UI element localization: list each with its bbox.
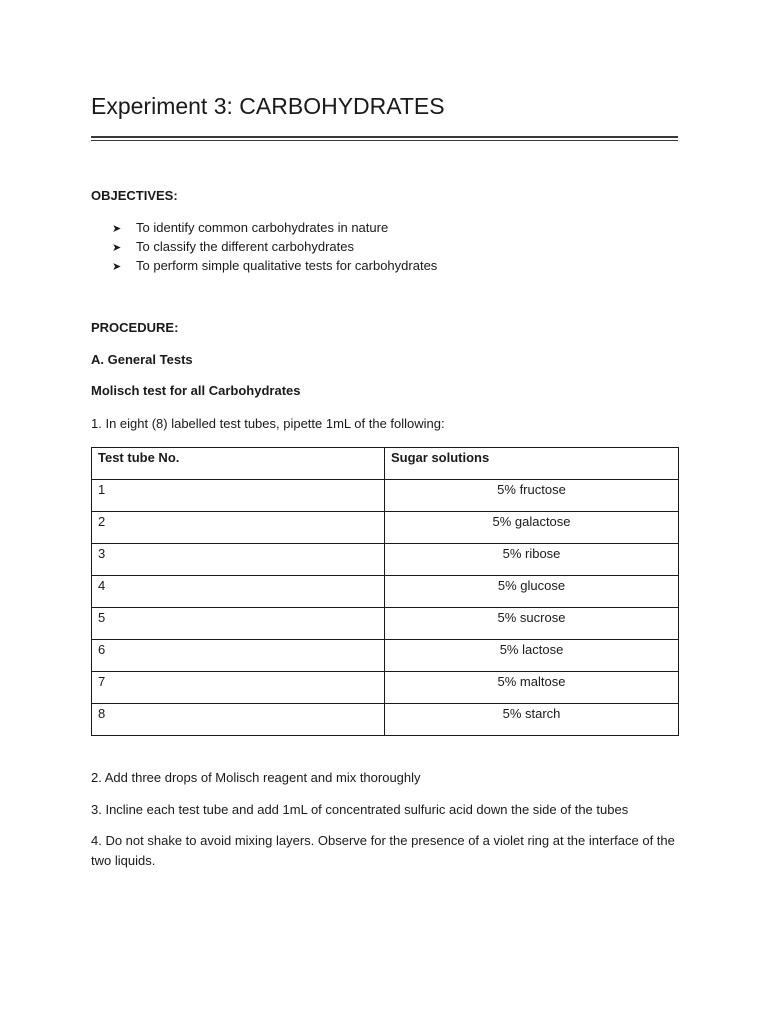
- procedure-step-3: 3. Incline each test tube and add 1mL of concentrated sulfuric acid down the side of the tubes: [91, 802, 629, 817]
- arrowhead-bullet-icon: ➤: [112, 261, 122, 273]
- procedure-step-4: 4. Do not shake to avoid mixing layers. Observe for the presence of a violet ring at the interface of the two liquids.: [91, 833, 675, 868]
- procedure-heading: PROCEDURE:: [91, 320, 179, 335]
- sugar-solution-cell: 5% lactose: [385, 640, 679, 672]
- objective-item: [112, 218, 437, 237]
- tube-number-cell: 4: [92, 576, 385, 608]
- title-divider: [91, 136, 678, 138]
- sugar-solutions-table: [91, 447, 679, 736]
- test-name-heading: Molisch test for all Carbohydrates: [91, 383, 301, 398]
- column-header-tube-no: Test tube No.: [92, 448, 385, 480]
- sugar-solution-cell: 5% glucose: [385, 576, 679, 608]
- table-row: [92, 512, 679, 544]
- objective-item: [112, 256, 437, 275]
- procedure-step-1: 1. In eight (8) labelled test tubes, pipette 1mL of the following:: [91, 416, 445, 431]
- objective-text: To identify common carbohydrates in nature: [136, 220, 389, 235]
- tube-number-cell: 6: [92, 640, 385, 672]
- tube-number-cell: 2: [92, 512, 385, 544]
- table-row: [92, 608, 679, 640]
- page-title: Experiment 3: CARBOHYDRATES: [91, 93, 445, 119]
- sugar-solution-cell: 5% ribose: [385, 544, 679, 576]
- objective-text: To perform simple qualitative tests for carbohydrates: [136, 258, 438, 273]
- table-row: [92, 704, 679, 736]
- table-row: [92, 544, 679, 576]
- title-divider-thin: [91, 140, 678, 141]
- objective-text: To classify the different carbohydrates: [136, 239, 354, 254]
- tube-number-cell: 1: [92, 480, 385, 512]
- table-header-row: [92, 448, 679, 480]
- tube-number-cell: 8: [92, 704, 385, 736]
- arrowhead-bullet-icon: ➤: [112, 223, 122, 235]
- sugar-solution-cell: 5% fructose: [385, 480, 679, 512]
- tube-number-cell: 3: [92, 544, 385, 576]
- tube-number-cell: 5: [92, 608, 385, 640]
- objectives-heading: OBJECTIVES:: [91, 188, 178, 203]
- sugar-solution-cell: 5% starch: [385, 704, 679, 736]
- table-row: [92, 672, 679, 704]
- sugar-solution-cell: 5% galactose: [385, 512, 679, 544]
- sugar-solution-cell: 5% sucrose: [385, 608, 679, 640]
- objectives-list: [112, 218, 437, 275]
- arrowhead-bullet-icon: ➤: [112, 242, 122, 254]
- table-row: [92, 480, 679, 512]
- procedure-step-2: 2. Add three drops of Molisch reagent and mix thoroughly: [91, 770, 421, 785]
- tube-number-cell: 7: [92, 672, 385, 704]
- sugar-solution-cell: 5% maltose: [385, 672, 679, 704]
- section-heading: A. General Tests: [91, 352, 193, 367]
- table-row: [92, 640, 679, 672]
- column-header-sugar-solutions: Sugar solutions: [385, 448, 679, 480]
- table-row: [92, 576, 679, 608]
- objective-item: [112, 237, 437, 256]
